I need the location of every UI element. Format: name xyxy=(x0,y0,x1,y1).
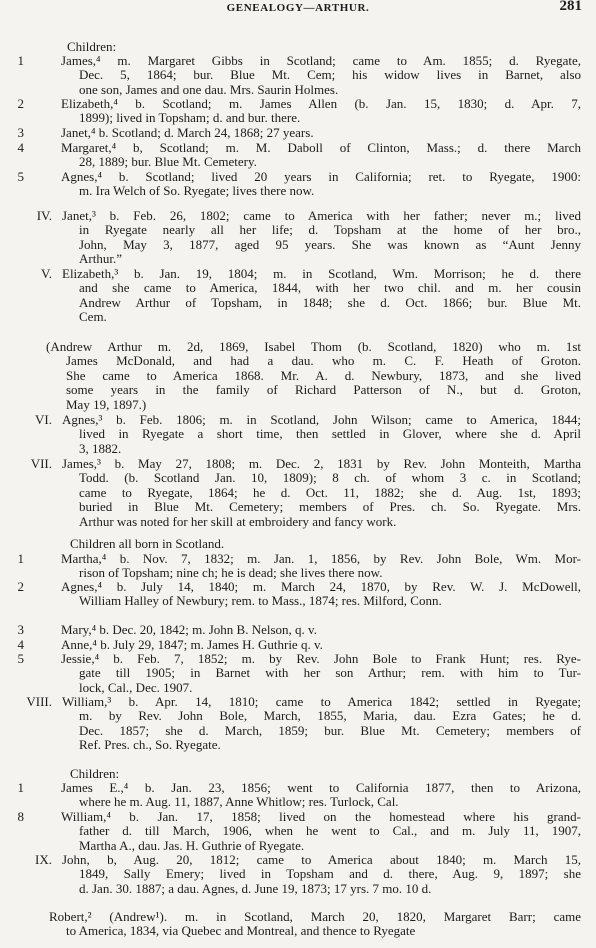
entry-line: Agnes,⁴ b. July 14, 1840; m. March 24, 1870, by Rev. W. J. McDowell, xyxy=(61,580,581,594)
entry-line: Elizabeth,³ b. Jan. 19, 1804; m. in Scotland, Wm. Morrison; he d. there xyxy=(62,267,581,281)
page-number: 281 xyxy=(559,0,582,14)
entry-number: VI. xyxy=(35,412,52,427)
entry-number: V. xyxy=(41,266,52,281)
entry-line: where he m. Aug. 11, 1887, Anne Whitlow; res. Turlock, Cal. xyxy=(79,794,399,810)
entry-line: Janet,⁴ b. Scotland; d. March 24, 1868; 27 years. xyxy=(61,125,314,140)
entry-number: 5 xyxy=(17,169,24,184)
entry-line: John, b, Aug. 20, 1812; came to America about 1840; m. March 15, xyxy=(62,853,581,867)
entry-line: Agnes,³ b. Feb. 1806; m. in Scotland, John Wilson; came to America, 1844; xyxy=(62,413,581,427)
entry-line: Agnes,⁴ b. Scotland; lived 20 years in California; ret. to Ryegate, 1900: xyxy=(61,170,581,184)
entry-line: lock, Cal., Dec. 1907. xyxy=(79,679,193,695)
entry-line: one son, James and one dau. Mrs. Saurin Holmes. xyxy=(79,81,339,97)
children-subheading: Children: xyxy=(67,39,117,54)
entry-number: 4 xyxy=(17,140,24,155)
entry-line: to America, 1834, via Quebec and Montreal, and thence to Ryegate xyxy=(66,923,416,939)
entry-line: Andrew Arthur of Topsham, in 1848; she d. Oct. 1866; bur. Blue Mt. xyxy=(79,295,581,310)
entry-line: 3, 1882. xyxy=(79,440,122,456)
entry-line: 28, 1889; bur. Blue Mt. Cemetery. xyxy=(79,154,257,170)
entry-line: some years in the family of Richard Patterson of N., but d. Groton, xyxy=(66,383,581,398)
entry-number: 3 xyxy=(17,622,24,637)
running-header: GENEALOGY—ARTHUR. xyxy=(226,2,370,14)
entry-number: IV. xyxy=(36,208,52,223)
entry-line: Martha,⁴ b. Nov. 7, 1832; m. Jan. 1, 1856, by Rev. John Bole, Wm. Mor- xyxy=(61,552,581,566)
entry-line: 1849, Sally Emery; lived in Topsham and d. there, Aug. 9, 1897; she xyxy=(79,867,581,882)
children-subheading: Children all born in Scotland. xyxy=(70,536,225,551)
entry-line: gate till 1905; in Barnet with her son Arthur; rem. with him to Tur- xyxy=(79,666,581,681)
entry-line: Jessie,⁴ b. Feb. 7, 1852; m. by Rev. John Bole to Frank Hunt; res. Rye- xyxy=(61,652,581,666)
entry-number: VII. xyxy=(30,456,52,471)
entry-line: Mary,⁴ b. Dec. 20, 1842; m. John B. Nelson, q. v. xyxy=(61,622,317,637)
entry-line: in Ryegate nearly all her life; d. Topsham at the home of her bro., xyxy=(79,223,581,238)
entry-line: James E.,⁴ b. Jan. 23, 1856; went to California 1877, then to Arizona, xyxy=(61,781,581,795)
entry-line: William,³ b. Apr. 14, 1810; came to America 1842; settled in Ryegate; xyxy=(62,695,581,709)
entry-line: 1899); lived in Topsham; d. and bur. there. xyxy=(79,110,301,126)
entry-number: 1 xyxy=(17,551,24,566)
entry-line: Anne,⁴ b. July 29, 1847; m. James H. Guthrie q. v. xyxy=(61,637,323,652)
entry-line: Dec. 1857; she d. March, 1859; bur. Blue Mt. Cemetery; members of xyxy=(79,723,581,738)
entry-line: James,³ b. May 27, 1808; m. Dec. 2, 1831 by Rev. John Monteith, Martha xyxy=(62,457,581,471)
entry-line: Arthur was noted for her skill at embroidery and fancy work. xyxy=(79,513,397,529)
entry-number: 8 xyxy=(17,809,24,824)
entry-line: Cem. xyxy=(79,309,107,325)
entry-number: 1 xyxy=(17,780,24,795)
entry-line: Janet,³ b. Feb. 26, 1802; came to America with her father; never m.; lived xyxy=(62,209,581,223)
entry-line: came to Ryegate, 1864; he d. Oct. 11, 1882; she d. Aug. 1st, 1893; xyxy=(79,485,581,500)
entry-number: VIII. xyxy=(26,694,52,709)
entry-line: James,⁴ m. Margaret Gibbs in Scotland; came to Am. 1855; d. Ryegate, xyxy=(61,54,581,68)
entry-line: Arthur.” xyxy=(79,251,122,267)
entry-number: 1 xyxy=(17,53,24,68)
entry-line: She came to America 1868. Mr. A. d. Newbury, 1873, and she lived xyxy=(66,368,581,383)
entry-number: 5 xyxy=(17,651,24,666)
entry-line: m. by Rev. John Bole, March, 1855, Maria, dau. Ezra Gates; he d. xyxy=(79,709,581,724)
entry-line: lived in Ryegate a short time, then settled in Glover, where she d. April xyxy=(79,427,581,442)
entry-line: William,⁴ b. Jan. 17, 1858; lived on the homestead where his grand- xyxy=(61,810,581,824)
entry-line: Ref. Pres. ch., So. Ryegate. xyxy=(79,737,221,753)
children-subheading: Children: xyxy=(70,766,120,781)
entry-line: buried in Blue Mt. Cemetery; members of Pres. ch. So. Ryegate. Mrs. xyxy=(79,500,581,515)
entry-line: m. Ira Welch of So. Ryegate; lives there now. xyxy=(79,183,315,199)
entry-line: John, May 3, 1877, aged 95 years. She was known as “Aunt Jenny xyxy=(79,237,581,252)
entry-line: Elizabeth,⁴ b. Scotland; m. James Allen (b. Jan. 15, 1830; d. Apr. 7, xyxy=(61,97,581,111)
entry-line: Todd. (b. Scotland Jan. 10, 1809); 8 ch. of whom 3 c. in Scotland; xyxy=(79,471,581,486)
entry-line: Margaret,⁴ b, Scotland; m. M. Daboll of Clinton, Mass.; d. there March xyxy=(61,141,581,155)
entry-number: 2 xyxy=(17,96,24,111)
entry-line: and she came to America, 1844, with her two chil. and m. her cousin xyxy=(79,281,581,296)
entry-line: (Andrew Arthur m. 2d, 1869, Isabel Thom (b. Scotland, 1820) who m. 1st xyxy=(46,340,581,354)
entry-line: May 19, 1897.) xyxy=(66,396,147,412)
entry-number: 2 xyxy=(17,579,24,594)
entry-line: d. Jan. 30. 1887; a dau. Agnes, d. June 19, 1873; 17 yrs. 7 mo. 10 d. xyxy=(79,880,432,896)
entry-line: father d. till March, 1906, when he went to Cal., and m. July 11, 1907, xyxy=(79,824,581,839)
entry-number: 4 xyxy=(17,637,24,652)
entry-line: Dec. 5, 1864; bur. Blue Mt. Cem; his widow lives in Barnet, also xyxy=(79,68,581,83)
entry-line: Martha A., dau. Jas. H. Guthrie of Ryegate. xyxy=(79,837,305,853)
entry-line: William Halley of Newbury; rem. to Mass., 1874; res. Milford, Conn. xyxy=(79,593,442,609)
entry-line: rison of Topsham; nine ch; he is dead; she lives there now. xyxy=(79,565,383,581)
entry-line: Robert,² (Andrew¹). m. in Scotland, March 20, 1820, Margaret Barr; came xyxy=(49,910,581,924)
entry-line: James McDonald, and had a dau. who m. C. F. Heath of Groton. xyxy=(66,354,581,369)
entry-number: 3 xyxy=(17,125,24,140)
entry-number: IX. xyxy=(35,852,52,867)
